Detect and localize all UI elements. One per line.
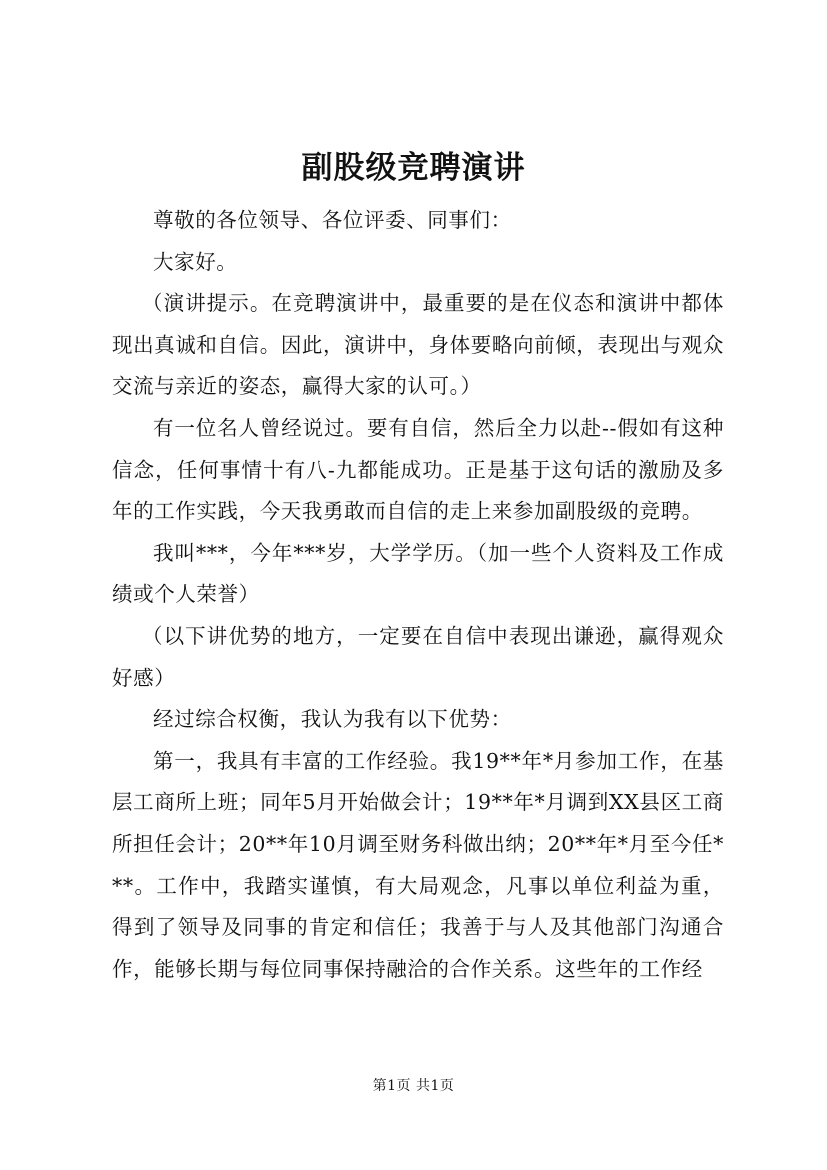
paragraph-advantage-one: 第一，我具有丰富的工作经验。我19**年*月参加工作，在基层工商所上班；同年5月开始做会计；19**年*月调到XX县区工商所担任会计；20**年10月调至财务科做出纳；20**年*月至今任***。工作中，我踏实谨慎，有大局观念，凡事以单位利益为重，得到了领导及同事的肯定和信任；我善于与人及其他部门沟通合作，能够长期与每位同事保持融洽的合作关系。这些年的工作经 [112,748,724,981]
paragraph-confidence: 有一位名人曾经说过。要有自信，然后全力以赴--假如有这种信念，任何事情十有八-九都能成功。正是基于这句话的激励及多年的工作实践，今天我勇敢而自信的走上来参加副股级的竞聘。 [112,415,724,524]
document-title: 副股级竞聘演讲 [301,150,526,186]
paragraph-advantages-intro: 经过综合权衡，我认为我有以下优势： [153,707,512,732]
document-body [112,200,724,990]
page-number-footer: 第1页 共1页 [372,1078,455,1094]
paragraph-self-intro: 我叫***，今年***岁，大学学历。（加一些个人资料及工作成绩或个人荣誉） [112,540,724,607]
paragraph-greeting: 大家好。 [153,249,238,274]
paragraph-salutation: 尊敬的各位领导、各位评委、同事们： [153,208,512,232]
paragraph-speech-tip: （演讲提示。在竞聘演讲中，最重要的是在仪态和演讲中都体现出真诚和自信。因此，演讲中，身体要略向前倾，表现出与观众交流与亲近的姿态，赢得大家的认可。） [112,291,724,399]
paragraph-advantage-tip: （以下讲优势的地方，一定要在自信中表现出谦逊，赢得观众好感） [112,623,724,690]
